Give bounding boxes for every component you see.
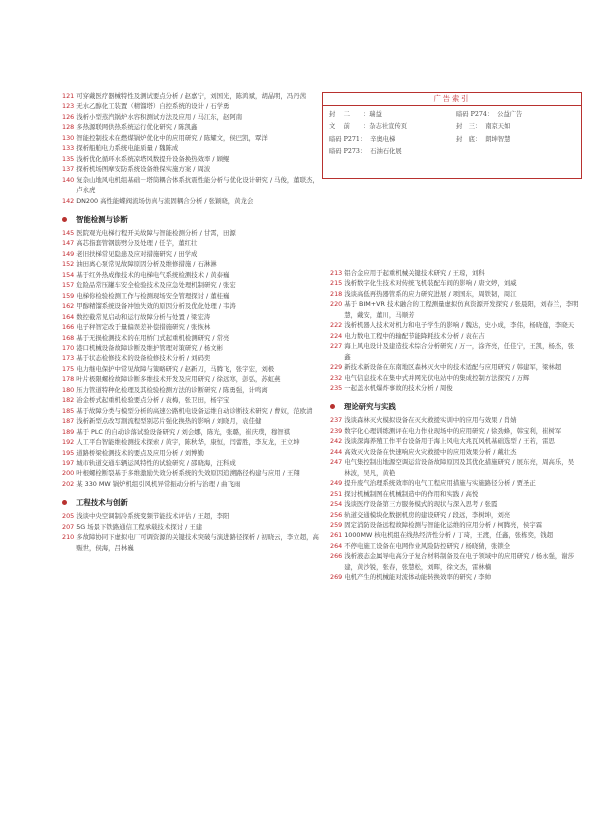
article-title: 叶根螺栓断裂基于多维激励失效分析系统的失效原因追溯路径构建与应用 / 王翔 bbox=[76, 469, 300, 478]
page-number: 242 bbox=[330, 437, 343, 446]
article-title: 浅析液态金属导电高分子复合材料制备及在电子领域中的应用研究 / 杨永强，谢莎建，黄沙锐，张春，张慧松，刘晖，徐文杰，雷林楠 bbox=[344, 552, 575, 571]
page-number: 180 bbox=[62, 385, 75, 394]
page-number: 220 bbox=[330, 300, 343, 309]
toc-entry[interactable] bbox=[330, 383, 580, 393]
article-title: 浅谈高低再热器管系的应力研究进展 / 项国东，周铁韧，周江 bbox=[344, 289, 517, 298]
page-number: 237 bbox=[330, 416, 343, 425]
page-number: 215 bbox=[330, 279, 343, 288]
toc-entry[interactable] bbox=[62, 343, 324, 353]
bullet-dot-icon bbox=[330, 404, 335, 409]
page-number: 239 bbox=[330, 426, 343, 435]
article-title: 铝合金应用于起重机械关键技术研究 / 王琼，刘科 bbox=[344, 269, 485, 277]
toc-entry[interactable] bbox=[62, 164, 324, 174]
toc-entry[interactable] bbox=[62, 301, 324, 311]
advertiser-name: 杂志社宣传页 bbox=[369, 123, 408, 131]
toc-entry[interactable] bbox=[330, 572, 580, 582]
toc-entry[interactable] bbox=[62, 448, 324, 458]
toc-entry[interactable] bbox=[330, 551, 580, 572]
article-title: 探析机场图摩安防系统设备维保实施方案 / 周波 bbox=[76, 165, 211, 174]
ad-page-ref: 暗码 P271： bbox=[329, 135, 367, 143]
page-number: 162 bbox=[62, 302, 75, 311]
toc-entry[interactable] bbox=[62, 479, 324, 489]
page-number: 123 bbox=[62, 102, 75, 111]
page-number: 154 bbox=[62, 270, 75, 279]
toc-entry[interactable] bbox=[62, 458, 324, 468]
page-number: 140 bbox=[62, 175, 75, 184]
toc-entry[interactable] bbox=[62, 143, 324, 153]
toc-entry[interactable] bbox=[330, 331, 580, 341]
toc-entry[interactable] bbox=[62, 532, 324, 553]
article-title: 提升废气治理系统效率的电气工程应用措施与实施路径分析 / 贾圣正 bbox=[344, 479, 536, 488]
page-number: 149 bbox=[62, 249, 75, 258]
article-title: 油田离心泵常见故障原因分析及维修措施 / 石淋淋 bbox=[76, 260, 217, 269]
page-number: 218 bbox=[330, 289, 343, 298]
page-number: 178 bbox=[62, 375, 75, 384]
article-title: 探析船舶电力系统电能质量 / 魏陈成 bbox=[76, 144, 179, 153]
toc-entry[interactable] bbox=[330, 268, 580, 278]
page-number: 256 bbox=[330, 510, 343, 519]
toc-entry[interactable] bbox=[62, 154, 324, 164]
bullet-dot-icon bbox=[62, 500, 67, 505]
advertiser-name: 辛奥电梯 bbox=[370, 135, 396, 143]
page-number: 232 bbox=[330, 373, 343, 382]
toc-entry[interactable] bbox=[62, 511, 324, 521]
article-title: 高效灭火设备在快速响应火灾救援中的应用效果分析 / 戴壮杰 bbox=[344, 447, 517, 456]
page-number: 254 bbox=[330, 500, 343, 509]
article-title: 电子秤智定改于量偏误差补偿措施研究 / 张恢林 bbox=[76, 323, 211, 332]
page-number: 182 bbox=[62, 396, 75, 405]
ad-index-row bbox=[329, 146, 581, 158]
toc-entry[interactable] bbox=[62, 406, 324, 416]
page-number: 192 bbox=[62, 438, 75, 447]
toc-entry[interactable] bbox=[62, 112, 324, 122]
advertiser-name: 石油石化展 bbox=[370, 147, 402, 155]
ad-entry bbox=[329, 146, 456, 158]
page-number: 222 bbox=[330, 321, 343, 330]
page-number: 251 bbox=[330, 489, 343, 498]
toc-entry[interactable] bbox=[62, 374, 324, 384]
article-title: 固定消防设备远程故障检测与智能化运维的应用分析 / 柯腾亮，侯宇霖 bbox=[344, 520, 543, 529]
page-number: 185 bbox=[62, 406, 75, 415]
article-title: 高芯指套管钢筋劈分及处理 / 任芋，董红壮 bbox=[76, 239, 198, 248]
toc-entry[interactable] bbox=[62, 122, 324, 132]
ad-page-ref: 暗码 P273： bbox=[329, 147, 367, 155]
toc-entry[interactable] bbox=[62, 101, 324, 111]
article-title: 不停电施工设备在电网作业风险防控研究 / 杨晓猜，张锁全 bbox=[344, 541, 511, 550]
page-number: 197 bbox=[62, 458, 75, 467]
toc-entry[interactable] bbox=[330, 426, 580, 436]
page-number: 166 bbox=[62, 323, 75, 332]
toc-entry[interactable] bbox=[62, 468, 324, 478]
ad-index-row bbox=[329, 134, 581, 146]
article-title: 电气集控制出地源空调运营设备故障原因及其优化措施研究 / 展东亮，周高乐，吴林波，吴凡，黄艳 bbox=[344, 458, 575, 477]
article-title: 电力数电工程中的输配节能降耗技术分析 / 袁在吉 bbox=[344, 331, 485, 340]
article-title: 一起盖水机爆炸事故的技术分析 / 周俊 bbox=[344, 383, 453, 392]
toc-entry[interactable] bbox=[330, 447, 580, 457]
toc-entry[interactable] bbox=[330, 541, 580, 551]
advertiser-name: 瑞益 bbox=[369, 111, 382, 118]
ad-page-ref: 暗码 P274： bbox=[456, 111, 494, 118]
page-number: 189 bbox=[62, 427, 75, 436]
article-title: 浅谈森林灭火模拟设备在灭火救援实训中的应用与效果 / 肖婧 bbox=[344, 416, 517, 425]
toc-entry[interactable] bbox=[62, 333, 324, 343]
ad-entry bbox=[456, 109, 522, 121]
article-title: 电梯你检验检测工作与检测现场安全管理探讨 / 董桂巍 bbox=[76, 291, 230, 300]
page-number: 269 bbox=[330, 573, 343, 582]
toc-entry[interactable] bbox=[330, 278, 580, 288]
advertiser-name: 南京天如 bbox=[485, 123, 511, 131]
toc-entry[interactable] bbox=[62, 249, 324, 259]
article-title: 基于红外热成像技术的电梯电气系统检测技术 / 黄泰巍 bbox=[76, 270, 230, 279]
page-number: 142 bbox=[62, 196, 75, 205]
page-number: 264 bbox=[330, 541, 343, 550]
page-number: 249 bbox=[330, 479, 343, 488]
section-title: 智能检测与诊断 bbox=[76, 214, 128, 224]
toc-entry[interactable] bbox=[62, 312, 324, 322]
article-title: 基于无损检测技术的在用桥门式起重机检测研究 / 常亮 bbox=[76, 333, 230, 342]
toc-entry[interactable] bbox=[330, 289, 580, 299]
toc-entry[interactable] bbox=[62, 395, 324, 405]
page-number: 152 bbox=[62, 260, 75, 269]
ad-index-list bbox=[323, 106, 581, 158]
toc-entry[interactable] bbox=[330, 415, 580, 425]
toc-entry[interactable] bbox=[62, 427, 324, 437]
toc-entry[interactable] bbox=[62, 196, 324, 206]
article-title: 基于 BIM+VR 技术融合的工程测量虚拟仿真资源开发探究 / 张晨阳，刘春兰，李明慧，戴安，董川，马顺芳 bbox=[344, 300, 579, 319]
article-title: 基于 PLC 的自动诊落试验设备研究 / 刘会娜，陈光，张璐，崔庆璞，穆智祺 bbox=[76, 427, 291, 436]
toc-right-column bbox=[330, 268, 580, 583]
ad-entry bbox=[456, 121, 510, 133]
article-title: 某 330 MW 锅炉机组引风机异常振动分析与治理 / 曲飞雨 bbox=[76, 479, 241, 488]
ad-separator: ： bbox=[363, 111, 370, 118]
article-title: 新技术新设备在东南地区森林灭火中的技术适配与应用研究 / 韩建军，梁林超 bbox=[344, 363, 562, 372]
ad-page-ref: 封 三： bbox=[456, 123, 482, 131]
page-number: 175 bbox=[62, 364, 75, 373]
page-number: 195 bbox=[62, 448, 75, 457]
ad-separator: ： bbox=[363, 123, 370, 131]
article-title: 轨道交通模块化数据机房的建设研究 / 段远，李树坤，刘亮 bbox=[344, 510, 511, 519]
article-title: 基于状态检修技术的设备检修技术分析 / 刘码奕 bbox=[76, 354, 211, 363]
article-title: 探讨机械制图在机械制造中的作用和实践 / 高悦 bbox=[344, 489, 479, 498]
toc-entry[interactable] bbox=[62, 522, 324, 532]
ad-index-row bbox=[329, 121, 581, 133]
article-title: DN200 高性能蝶阀流场仿真与流固耦合分析 / 张颖晓，黄龙会 bbox=[76, 196, 254, 205]
page-number: 164 bbox=[62, 312, 75, 321]
page-number: 224 bbox=[330, 331, 343, 340]
page-number: 244 bbox=[330, 447, 343, 456]
toc-entry[interactable] bbox=[62, 416, 324, 426]
ad-page-ref: 封 底： bbox=[456, 135, 482, 143]
article-title: 数字化心理训练测评在电力作业现场中的应用研究 / 徐劲蜂，韩宝利，崔树军 bbox=[344, 426, 562, 435]
page-number: 168 bbox=[62, 333, 75, 342]
page-number: 147 bbox=[62, 239, 75, 248]
ad-entry bbox=[456, 134, 510, 146]
article-title: 人工平台智能维检测技术探索 / 黄宇，陈秋华，康恒，闫蕾胜，李友龙，王立坤 bbox=[76, 438, 300, 447]
page-number: 187 bbox=[62, 417, 75, 426]
article-title: 城市轨道交通车辆运风特性的试验研究 / 邵晓海，汪科成 bbox=[76, 458, 236, 467]
page-number: 200 bbox=[62, 469, 75, 478]
toc-entry[interactable] bbox=[62, 228, 324, 238]
article-title: 浅析数字化生技术对传统飞机装配车间的影响 / 唐文婷，刘威 bbox=[344, 279, 517, 288]
page-number: 173 bbox=[62, 354, 75, 363]
toc-entry[interactable] bbox=[330, 436, 580, 446]
page-number: 207 bbox=[62, 522, 75, 531]
toc-entry[interactable] bbox=[62, 133, 324, 143]
article-title: 叶片极限螺栓故障诊断多维技术开发及应用研究 / 徐远寒，彭弘，苏虹燕 bbox=[76, 375, 281, 384]
page-number: 133 bbox=[62, 144, 75, 153]
toc-entry[interactable] bbox=[62, 353, 324, 363]
article-title: 基于故障分类与模型分析的高速公路机电设备运维自动诊断技术研究 / 曹奴，范欧清 bbox=[76, 406, 313, 415]
article-title: 浅析机器人技术对机力和电子学生的影响 / 魏达，史小成，李伟，杨晓莲，李晓天 bbox=[344, 321, 575, 330]
toc-entry[interactable] bbox=[330, 510, 580, 520]
toc-entry[interactable] bbox=[62, 175, 324, 196]
toc-entry[interactable] bbox=[330, 362, 580, 372]
toc-entry[interactable] bbox=[330, 499, 580, 509]
toc-entry[interactable] bbox=[62, 322, 324, 332]
toc-entry[interactable] bbox=[330, 299, 580, 320]
toc-entry[interactable] bbox=[62, 259, 324, 269]
toc-entry[interactable] bbox=[330, 320, 580, 330]
article-title: 电力继电保护中常见故障与策略研究 / 赵新刀，马腾飞，张宇宏，刘极 bbox=[76, 364, 275, 373]
article-title: 复杂山地风电机组基础－塔筒耦合体系抗震性能分析与优化设计研究 / 马俊，董联杰，卢永虎 bbox=[76, 175, 319, 195]
page-number: 235 bbox=[330, 383, 343, 392]
article-title: 浅析小型蒸汽锅炉水容积测试方法及应用 / 马江东，赵阿南 bbox=[76, 112, 243, 121]
page-number: 126 bbox=[62, 112, 75, 121]
page-number: 227 bbox=[330, 342, 343, 351]
section-heading bbox=[62, 214, 324, 225]
page-number: 259 bbox=[330, 520, 343, 529]
article-title: 海上风电设计及建造技术综合分析研究 / 万一，涂齐亮，任佳宁，王凯，杨杰，张鑫 bbox=[344, 342, 575, 361]
toc-entry[interactable] bbox=[62, 238, 324, 248]
toc-left-column bbox=[62, 91, 324, 553]
toc-entry[interactable] bbox=[330, 489, 580, 499]
article-title: 电机产生的机械能对流体动能转换效率的研究 / 李帅 bbox=[344, 573, 492, 582]
ad-entry bbox=[329, 121, 456, 133]
page-number: 205 bbox=[62, 512, 75, 521]
section-title: 工程技术与创新 bbox=[76, 498, 128, 508]
article-title: 甲醇精馏系统设备冲蚀失效的原因分析及优化处理 / 韦涛 bbox=[76, 302, 236, 311]
toc-entry[interactable] bbox=[330, 457, 580, 478]
section-heading bbox=[62, 497, 324, 508]
article-title: 压力管道特种化检理及其检验检测方法的诊断研究 / 陈勇强，计鸣离 bbox=[76, 385, 268, 394]
ad-entry bbox=[329, 134, 456, 146]
advertiser-name: 公益广告 bbox=[497, 111, 523, 118]
toc-entry[interactable] bbox=[330, 520, 580, 530]
toc-entry[interactable] bbox=[330, 373, 580, 383]
section-title: 理论研究与实践 bbox=[344, 402, 396, 412]
ad-position-label: 文 前 bbox=[329, 123, 351, 131]
toc-entry[interactable] bbox=[62, 291, 324, 301]
article-title: 数控截常见启动和运行故障分析与处置 / 梁宏涛 bbox=[76, 312, 211, 321]
article-title: 浅谈深海养殖工作平台设备用于海上风电大兆瓦风机基础选型 / 王若，雷思 bbox=[344, 437, 555, 446]
article-title: 危险品常压罐车安全检验技术及应急处理机制研究 / 张宏 bbox=[76, 281, 236, 290]
ad-index-title: 广告索引 bbox=[323, 93, 581, 106]
ad-index-box bbox=[322, 92, 582, 179]
page-number: 130 bbox=[62, 133, 75, 142]
article-title: 电气信息技术在集中式并网光伏电站中的集成控制方法探究 / 万辉 bbox=[344, 373, 530, 382]
page-number: 261 bbox=[330, 531, 343, 540]
page-number: 159 bbox=[62, 291, 75, 300]
article-title: 1000MW 核电机组在线热经济性分析 / 丁琦，王渡，任鑫，张栋奕，钱超 bbox=[344, 531, 554, 540]
page-number: 170 bbox=[62, 343, 75, 352]
article-title: 多热源联网供热系统运行优化研究 / 陈凯鑫 bbox=[76, 123, 198, 132]
article-title: 5G 场景下铁路通信工程承载技术探讨 / 王建 bbox=[76, 522, 203, 531]
page-number: 135 bbox=[62, 154, 75, 163]
toc-entry[interactable] bbox=[330, 478, 580, 488]
toc-entry[interactable] bbox=[62, 437, 324, 447]
ad-entry bbox=[329, 109, 456, 121]
toc-entry[interactable] bbox=[330, 341, 580, 362]
page-number: 266 bbox=[330, 552, 343, 561]
page-number: 229 bbox=[330, 363, 343, 372]
ad-index-row bbox=[329, 109, 581, 121]
page-number: 121 bbox=[62, 92, 75, 100]
page-number: 128 bbox=[62, 123, 75, 132]
page-number: 145 bbox=[62, 228, 75, 237]
article-title: 可穿戴医疗器械特性及测试要点分析 / 赵嘉宁，刘国光，陈鸿斌，胡晶明，冯丹茜 bbox=[76, 92, 307, 100]
article-title: 冶金桥式起重机检验要点分析 / 袁梅，张卫田，杨宇宝 bbox=[76, 396, 230, 405]
page-number: 247 bbox=[330, 458, 343, 467]
page-number: 210 bbox=[62, 533, 75, 542]
article-title: 浅析优化循环水系统凉塔风数提升设备换热效率 / 顾鲲 bbox=[76, 154, 230, 163]
toc-entry[interactable] bbox=[62, 280, 324, 290]
page-number: 137 bbox=[62, 165, 75, 174]
article-title: 港口机械设备故障诊断及维护管理对策研究 / 杨文彬 bbox=[76, 343, 224, 352]
page-number: 202 bbox=[62, 479, 75, 488]
article-title: 医院观光电梯行程开关故障与智能检测分析 / 甘霄，田源 bbox=[76, 228, 236, 237]
advertiser-name: 朗坤智慧 bbox=[485, 135, 511, 143]
article-title: 多故障协同下虚拟电厂可调资源的关键技术突破与演进路径探析 / 初晓云，李立超，高赈世，侯海，吕林巍 bbox=[76, 533, 319, 552]
toc-entry[interactable] bbox=[62, 91, 324, 101]
article-title: 浅析新型点改写割流程型别芯片强化换热的影响 / 刘晓月，袁佳健 bbox=[76, 417, 262, 426]
toc-entry[interactable] bbox=[62, 385, 324, 395]
article-title: 无水乙醇化工装置（精馏塔）自控系统的设计 / 石学勇 bbox=[76, 102, 230, 111]
toc-entry[interactable] bbox=[62, 270, 324, 280]
article-title: 浅谈医疗设备第三方服务模式的现状与深入思考 / 张霞 bbox=[344, 500, 498, 509]
page-number: 157 bbox=[62, 281, 75, 290]
toc-entry[interactable] bbox=[62, 364, 324, 374]
article-title: 浅谈中央空调制冷系统变频节能技术评估 / 王超，李阳 bbox=[76, 512, 230, 521]
toc-entry[interactable] bbox=[330, 530, 580, 540]
article-title: 智能控制技术在燃煤锅炉优化中的应用研究 / 陈耀文，侯巴凯，覃洋 bbox=[76, 133, 268, 142]
page-number: 213 bbox=[330, 269, 343, 277]
section-heading bbox=[330, 401, 580, 412]
article-title: 老旧扶梯常见隐患及应对措施研究 / 田学成 bbox=[76, 249, 198, 258]
ad-position-label: 封 二 bbox=[329, 111, 351, 118]
bullet-dot-icon bbox=[62, 217, 67, 222]
article-title: 道路桥梁检测技术的要点及应用分析 / 刘博勤 bbox=[76, 448, 204, 457]
